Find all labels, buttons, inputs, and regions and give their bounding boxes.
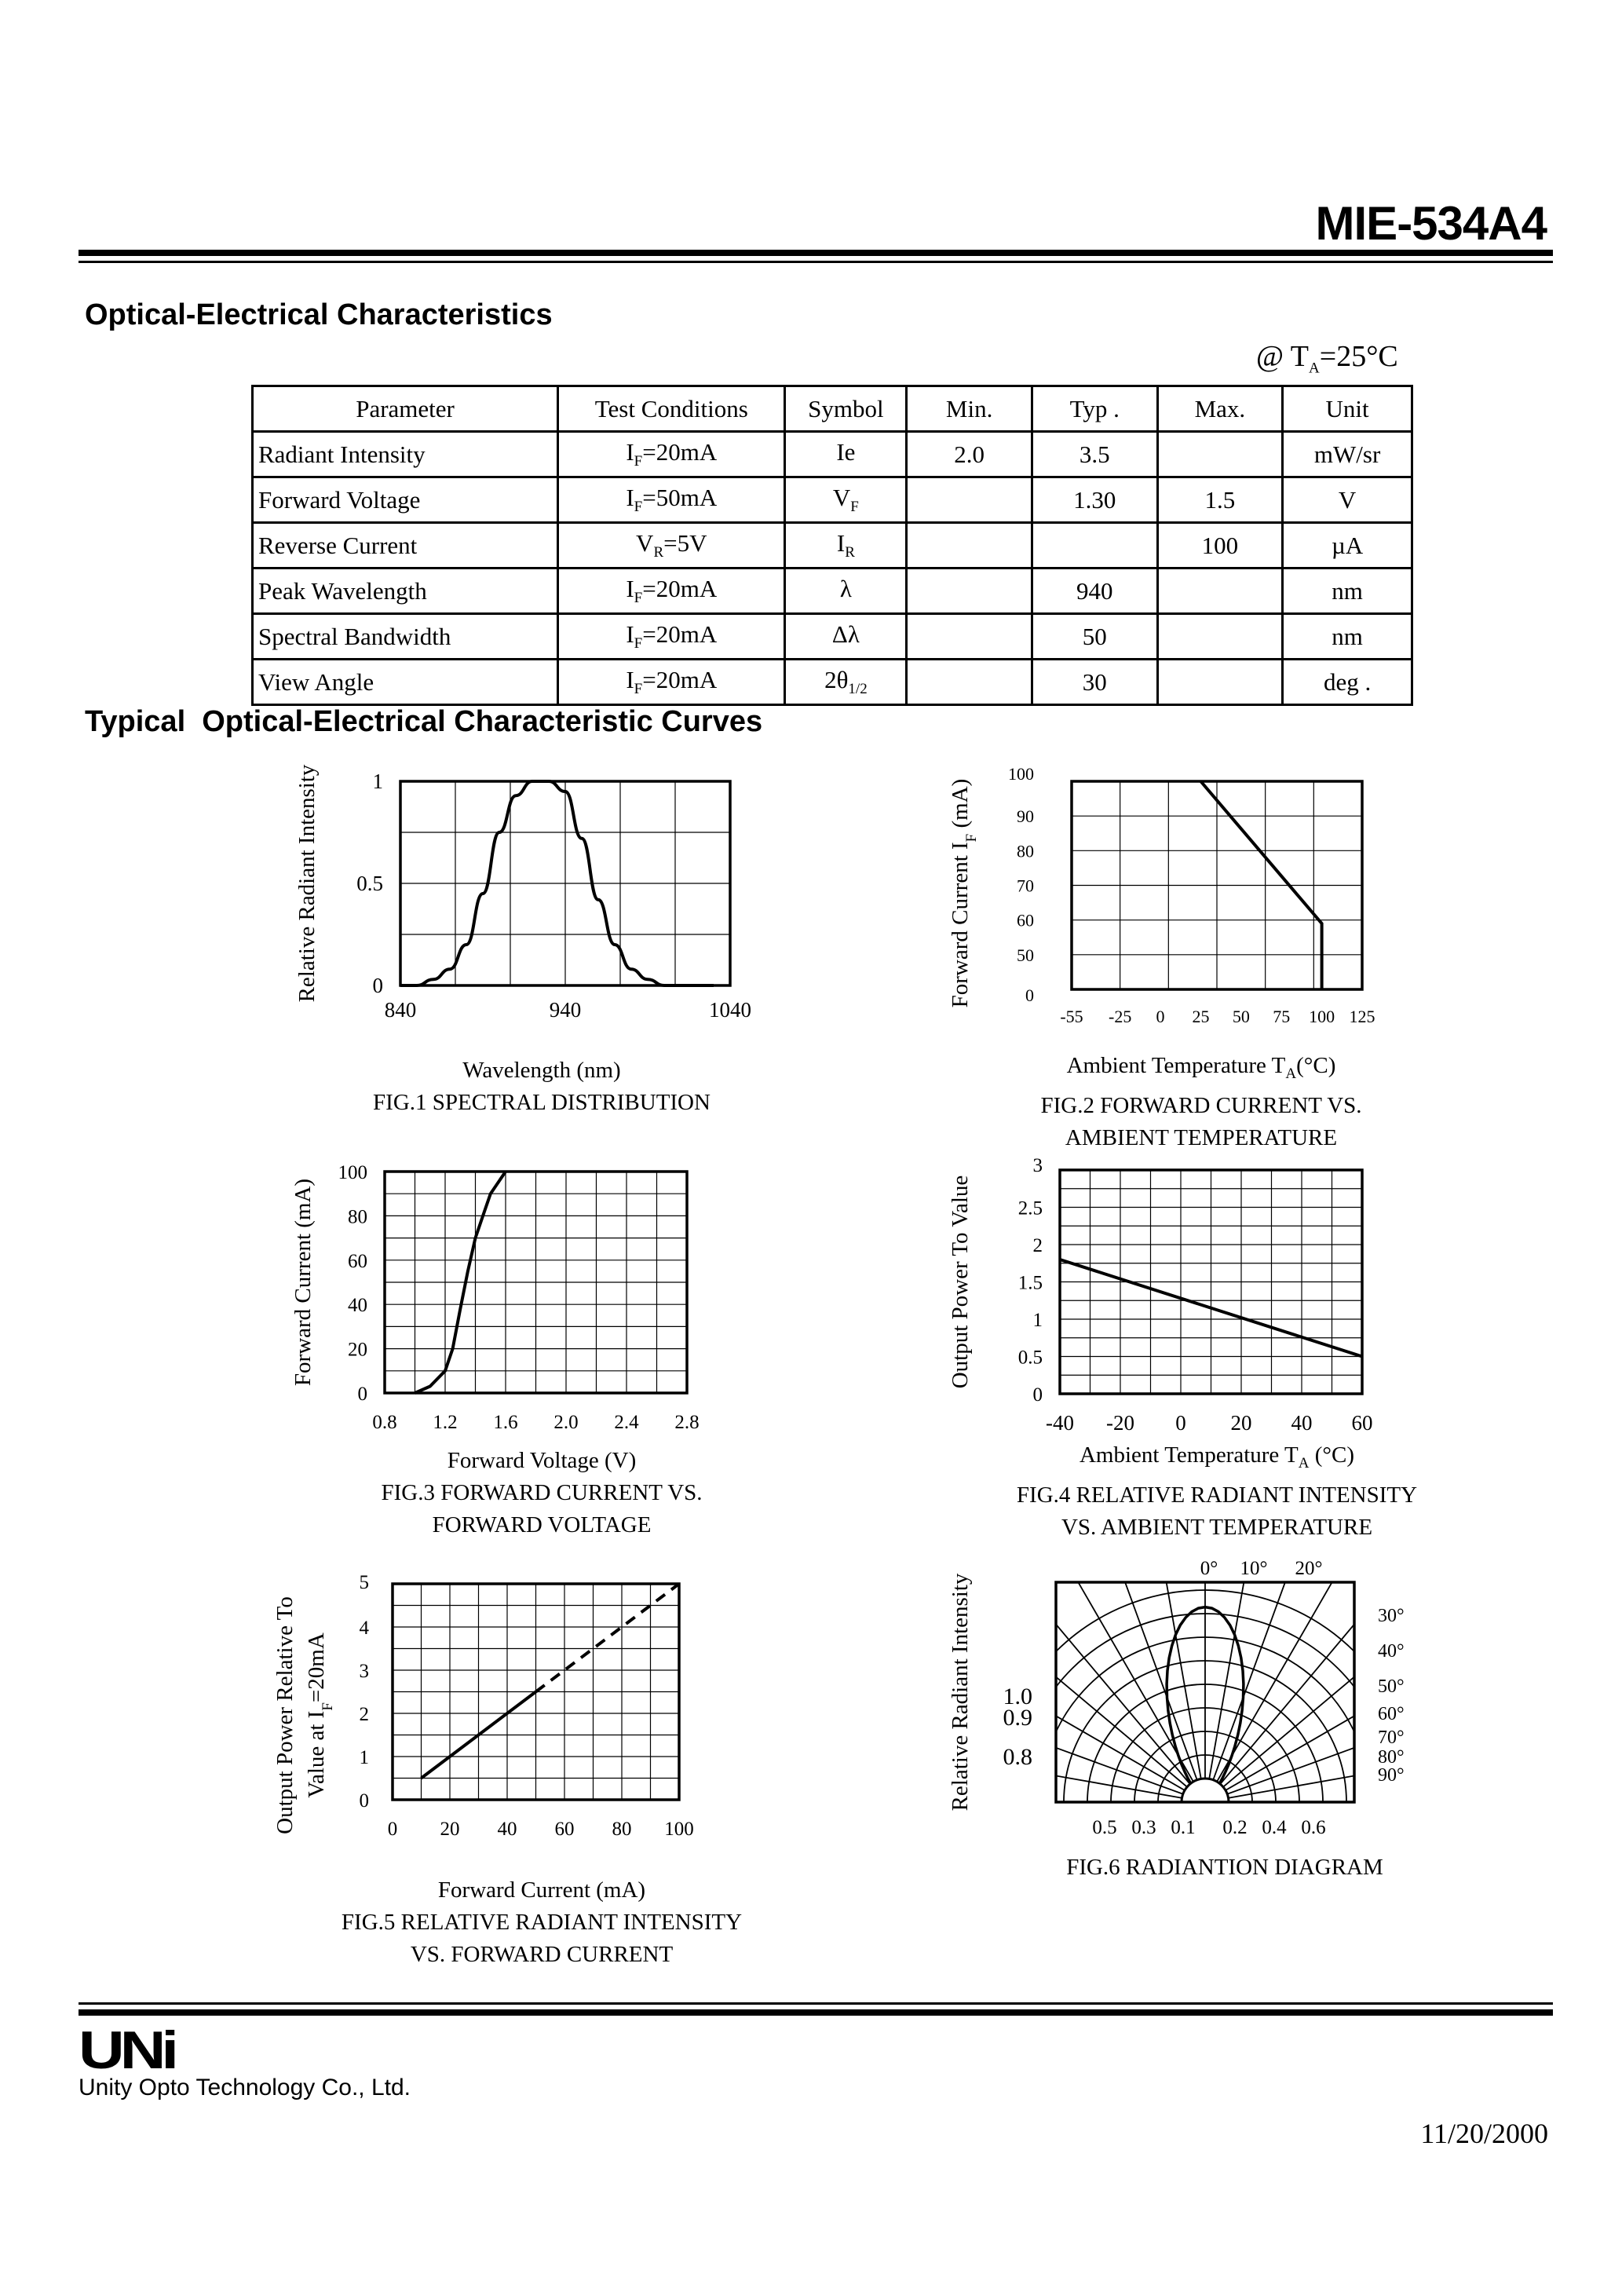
table-header: Min.	[907, 386, 1032, 432]
fig3-y-tick-label: 80	[348, 1206, 367, 1228]
cell-typ: 30	[1032, 660, 1157, 705]
cell-parameter: Peak Wavelength	[253, 569, 558, 614]
fig4-x-tick-label: 60	[1351, 1411, 1373, 1435]
fig1-y-tick-label: 0.5	[356, 872, 383, 895]
cell-parameter: Spectral Bandwidth	[253, 614, 558, 660]
cell-symbol: $2\theta_{1/2}$	[785, 660, 907, 705]
cell-symbol: $I_R$	[785, 523, 907, 569]
fig4-intensity-temp-chart	[934, 1154, 1405, 1445]
fig3-y-tick-label: 20	[348, 1339, 367, 1361]
fig6-caption-line: FIG.6 RADIANTION DIAGRAM	[1066, 1855, 1383, 1880]
fig1-xlabel: Wavelength (nm)	[462, 1058, 621, 1083]
fig6-bottom-value-label: 0.6	[1301, 1817, 1326, 1838]
fig3-ylabel: Forward Current (mA)	[290, 1178, 316, 1387]
fig5-y-tick-label: 5	[359, 1572, 369, 1593]
fig1-y-tick-label: 1	[372, 770, 383, 793]
fig2-y-tick-label: 0	[1025, 985, 1034, 1005]
fig3-y-tick-label: 40	[348, 1295, 367, 1317]
fig5-x-tick-label: 0	[387, 1819, 398, 1840]
fig2-x-tick-label: 100	[1309, 1007, 1335, 1026]
company-logo	[79, 2024, 181, 2078]
fig4-y-tick-label: 3	[1032, 1155, 1043, 1176]
fig6-bottom-value-label: 0.3	[1131, 1817, 1156, 1838]
fig6-top-angle-label: 0°	[1200, 1558, 1218, 1579]
fig4-chart	[934, 1154, 1405, 1449]
fig6-grid-radial	[934, 1551, 1205, 1802]
fig2-y-tick-label: 50	[1017, 945, 1034, 965]
fig3-current-voltage-chart	[283, 1154, 769, 1445]
fig6-grid-radial	[1205, 1551, 1339, 1802]
cell-min	[907, 614, 1032, 660]
fig4-xlabel: Ambient Temperature $T_A$ (°C)	[1079, 1442, 1354, 1472]
fig6-grid-radial	[1205, 1551, 1401, 1802]
fig6-grid-radial	[1205, 1551, 1445, 1802]
fig6-grid-radial	[1205, 1551, 1273, 1802]
fig6-grid-radial	[1205, 1734, 1445, 1802]
cell-typ: 940	[1032, 569, 1157, 614]
fig6-grid-radial	[1071, 1551, 1205, 1802]
fig6-top-angle-label: 10°	[1240, 1558, 1268, 1579]
cell-min: 2.0	[907, 432, 1032, 477]
fig4-y-tick-label: 2.5	[1017, 1197, 1043, 1219]
fig5-ylabel-line1: Output Power Relative To	[272, 1596, 298, 1834]
fig5-xlabel: Forward Current (mA)	[437, 1877, 646, 1903]
fig6-side-angle-label: 30°	[1378, 1606, 1405, 1626]
fig6-side-angle-label: 50°	[1378, 1676, 1405, 1697]
table-row	[253, 569, 1412, 614]
fig6-chart	[934, 1551, 1445, 1853]
fig2-y-tick-label: 80	[1017, 841, 1034, 861]
fig5-caption-line: FIG.5 RELATIVE RADIANT INTENSITY	[341, 1910, 743, 1935]
cell-test-condition: $I_F=20mA$	[558, 660, 785, 705]
table-header-row	[253, 386, 1412, 432]
cell-parameter: View Angle	[253, 660, 558, 705]
fig2-y-tick-label: 60	[1017, 910, 1034, 930]
fig2-x-tick-label: 0	[1156, 1007, 1165, 1026]
characteristics-table	[251, 385, 1413, 706]
fig2-caption-line: AMBIENT TEMPERATURE	[1065, 1124, 1338, 1150]
cell-symbol: Ie	[785, 432, 907, 477]
fig3-caption	[306, 1445, 777, 1541]
fig6-grid-radial	[1009, 1551, 1205, 1802]
cell-unit: µA	[1283, 523, 1412, 569]
test-condition-note: @ $T_A=25^\circ C$	[1256, 340, 1398, 377]
cell-unit: nm	[1283, 569, 1412, 614]
fig4-y-tick-label: 1.5	[1017, 1272, 1043, 1294]
table-row	[253, 477, 1412, 523]
header-rule-thin	[79, 261, 1553, 263]
fig5-y-tick-label: 3	[359, 1661, 369, 1682]
fig3-y-tick-label: 100	[338, 1162, 367, 1183]
cell-parameter: Forward Voltage	[253, 477, 558, 523]
fig2-chart	[934, 762, 1405, 1056]
fig6-side-angle-label: 60°	[1378, 1704, 1405, 1724]
cell-test-condition: $I_F=20mA$	[558, 614, 785, 660]
fig5-ylabel-line2: Value at $I_F=20mA$	[304, 1632, 336, 1798]
fig3-x-tick-label: 0.8	[372, 1412, 397, 1433]
table-row	[253, 432, 1412, 477]
cell-test-condition: $V_R=5V$	[558, 523, 785, 569]
fig6-bottom-value-label: 0.1	[1171, 1817, 1196, 1838]
fig2-caption	[966, 1050, 1437, 1154]
header-rule-thick	[79, 250, 1553, 256]
cell-max: 1.5	[1157, 477, 1283, 523]
cell-unit: V	[1283, 477, 1412, 523]
fig2-xlabel: Ambient Temperature $T_A(^\circ C)$	[1066, 1053, 1336, 1082]
fig1-chart	[283, 762, 769, 1064]
cell-parameter: Radiant Intensity	[253, 432, 558, 477]
cell-symbol: λ	[785, 569, 907, 614]
cell-unit: nm	[1283, 614, 1412, 660]
fig1-spectral-chart	[283, 762, 769, 1060]
fig6-side-angle-label: 70°	[1378, 1727, 1405, 1748]
cell-test-condition: $I_F=20mA$	[558, 432, 785, 477]
fig1-x-tick-label: 940	[549, 998, 582, 1022]
fig2-y-tick-label: 90	[1017, 806, 1034, 827]
fig1-x-tick-label: 1040	[709, 998, 751, 1022]
fig4-y-tick-label: 0.5	[1017, 1347, 1043, 1369]
fig4-caption	[966, 1439, 1468, 1544]
fig2-ylabel: Forward Current $I_F$ (mA)	[948, 778, 980, 1008]
part-number-title: MIE-534A4	[1315, 197, 1547, 250]
company-name: Unity Opto Technology Co., Ltd.	[79, 2075, 411, 2100]
table-row	[253, 614, 1412, 660]
fig3-x-tick-label: 1.2	[433, 1412, 458, 1433]
fig2-caption-line: FIG.2 FORWARD CURRENT VS.	[1040, 1092, 1362, 1118]
table-header: Test Conditions	[558, 386, 785, 432]
fig1-caption	[306, 1055, 777, 1119]
cell-max	[1157, 569, 1283, 614]
fig6-bottom-value-label: 0.4	[1262, 1817, 1287, 1838]
section-title-characteristics: Optical-Electrical Characteristics	[85, 298, 553, 331]
cell-unit: deg .	[1283, 660, 1412, 705]
fig4-y-tick-label: 2	[1032, 1235, 1043, 1256]
fig1-caption-line: FIG.1 SPECTRAL DISTRIBUTION	[373, 1090, 711, 1115]
fig4-x-tick-label: 0	[1175, 1411, 1186, 1435]
fig2-x-tick-label: -25	[1109, 1007, 1132, 1026]
fig2-y-tick-label: 70	[1017, 876, 1034, 896]
fig3-x-tick-label: 2.4	[614, 1412, 639, 1433]
fig5-x-tick-label: 100	[664, 1819, 694, 1840]
cell-unit: mW/sr	[1283, 432, 1412, 477]
table-header: Typ .	[1032, 386, 1157, 432]
fig4-caption-line: VS. AMBIENT TEMPERATURE	[1061, 1514, 1373, 1540]
cell-min	[907, 477, 1032, 523]
fig5-x-tick-label: 20	[440, 1819, 460, 1840]
footer-rule-thick	[79, 2009, 1553, 2016]
fig6-grid-radial	[1137, 1551, 1205, 1802]
fig3-y-tick-label: 60	[348, 1250, 367, 1272]
fig2-current-temp-chart	[934, 762, 1405, 1052]
cell-typ: 1.30	[1032, 477, 1157, 523]
cell-max	[1157, 432, 1283, 477]
fig2-x-tick-label: -55	[1060, 1007, 1083, 1026]
cell-typ: 3.5	[1032, 432, 1157, 477]
fig5-caption-line: VS. FORWARD CURRENT	[410, 1942, 674, 1967]
table-header: Max.	[1157, 386, 1283, 432]
cell-symbol: $V_F$	[785, 477, 907, 523]
fig4-y-tick-label: 1	[1032, 1310, 1043, 1331]
fig6-bottom-value-label: 0.5	[1092, 1817, 1117, 1838]
fig6-left-value-label: 1.0	[1003, 1684, 1032, 1709]
section-title-curves: Typical Optical-Electrical Characteristic Curves	[85, 705, 763, 738]
fig6-ylabel: Relative Radiant Intensity	[948, 1573, 973, 1812]
fig6-left-value-label: 0.8	[1003, 1744, 1032, 1770]
fig4-caption-line: FIG.4 RELATIVE RADIANT INTENSITY	[1016, 1482, 1418, 1508]
fig5-y-tick-label: 1	[359, 1747, 369, 1768]
fig6-grid-radial	[1205, 1551, 1445, 1802]
fig4-ylabel: Output Power To Value	[948, 1175, 973, 1389]
cell-symbol: Δλ	[785, 614, 907, 660]
table-row	[253, 660, 1412, 705]
cell-typ: 50	[1032, 614, 1157, 660]
cell-max	[1157, 614, 1283, 660]
cell-test-condition: $I_F=50mA$	[558, 477, 785, 523]
fig5-y-tick-label: 0	[359, 1790, 369, 1812]
fig2-x-tick-label: 25	[1192, 1007, 1210, 1026]
fig5-series-line-dashed	[536, 1584, 680, 1692]
fig6-bottom-value-label: 0.2	[1222, 1817, 1248, 1838]
fig4-x-tick-label: -40	[1046, 1411, 1074, 1435]
cell-parameter: Reverse Current	[253, 523, 558, 569]
table-row	[253, 523, 1412, 569]
footer-rule-thin	[79, 2002, 1553, 2005]
cell-test-condition: $I_F=20mA$	[558, 569, 785, 614]
fig2-y-tick-label: 100	[1008, 764, 1034, 784]
fig6-side-angle-label: 90°	[1378, 1765, 1405, 1786]
fig1-ylabel: Relative Radiant Intensity	[294, 764, 320, 1003]
fig5-x-tick-label: 40	[497, 1819, 517, 1840]
fig6-grid-radial	[934, 1606, 1205, 1802]
fig5-y-tick-label: 2	[359, 1704, 369, 1725]
fig1-y-tick-label: 0	[372, 974, 383, 997]
cell-min	[907, 569, 1032, 614]
logo-text: UNi	[79, 2024, 176, 2075]
document-date: 11/20/2000	[1420, 2118, 1548, 2149]
table-header: Unit	[1283, 386, 1412, 432]
fig6-caption	[981, 1852, 1468, 1884]
table-header: Parameter	[253, 386, 558, 432]
fig5-caption	[306, 1874, 777, 1971]
fig4-x-tick-label: 20	[1230, 1411, 1252, 1435]
uni-logo-icon	[79, 2024, 181, 2075]
fig5-x-tick-label: 80	[612, 1819, 632, 1840]
fig2-x-tick-label: 125	[1349, 1007, 1375, 1026]
fig3-x-tick-label: 2.8	[674, 1412, 700, 1433]
fig6-side-angle-label: 40°	[1378, 1641, 1405, 1662]
fig5-intensity-current-chart	[267, 1563, 769, 1877]
fig3-caption-line: FORWARD VOLTAGE	[432, 1512, 652, 1537]
fig3-xlabel: Forward Voltage (V)	[447, 1448, 637, 1473]
table-header: Symbol	[785, 386, 907, 432]
fig4-y-tick-label: 0	[1032, 1384, 1043, 1406]
fig4-x-tick-label: -20	[1106, 1411, 1134, 1435]
cell-max	[1157, 660, 1283, 705]
cell-min	[907, 523, 1032, 569]
fig3-y-tick-label: 0	[357, 1384, 367, 1405]
fig1-x-tick-label: 840	[384, 998, 417, 1022]
fig5-y-tick-label: 4	[359, 1618, 369, 1639]
fig6-top-angle-label: 20°	[1295, 1558, 1323, 1579]
fig4-x-tick-label: 40	[1291, 1411, 1313, 1435]
fig3-x-tick-label: 1.6	[493, 1412, 518, 1433]
fig3-chart	[283, 1154, 769, 1449]
fig3-x-tick-label: 2.0	[553, 1412, 579, 1433]
fig2-x-tick-label: 75	[1273, 1007, 1291, 1026]
cell-typ	[1032, 523, 1157, 569]
fig3-caption-line: FIG.3 FORWARD CURRENT VS.	[381, 1480, 703, 1505]
cell-max: 100	[1157, 523, 1283, 569]
fig2-x-tick-label: 50	[1232, 1007, 1250, 1026]
fig6-side-angle-label: 80°	[1378, 1747, 1405, 1768]
fig6-radiation-diagram	[934, 1551, 1445, 1849]
fig5-chart	[267, 1563, 769, 1881]
fig6-left-value-label: 0.9	[1003, 1705, 1032, 1731]
fig5-x-tick-label: 60	[554, 1819, 575, 1840]
cell-min	[907, 660, 1032, 705]
